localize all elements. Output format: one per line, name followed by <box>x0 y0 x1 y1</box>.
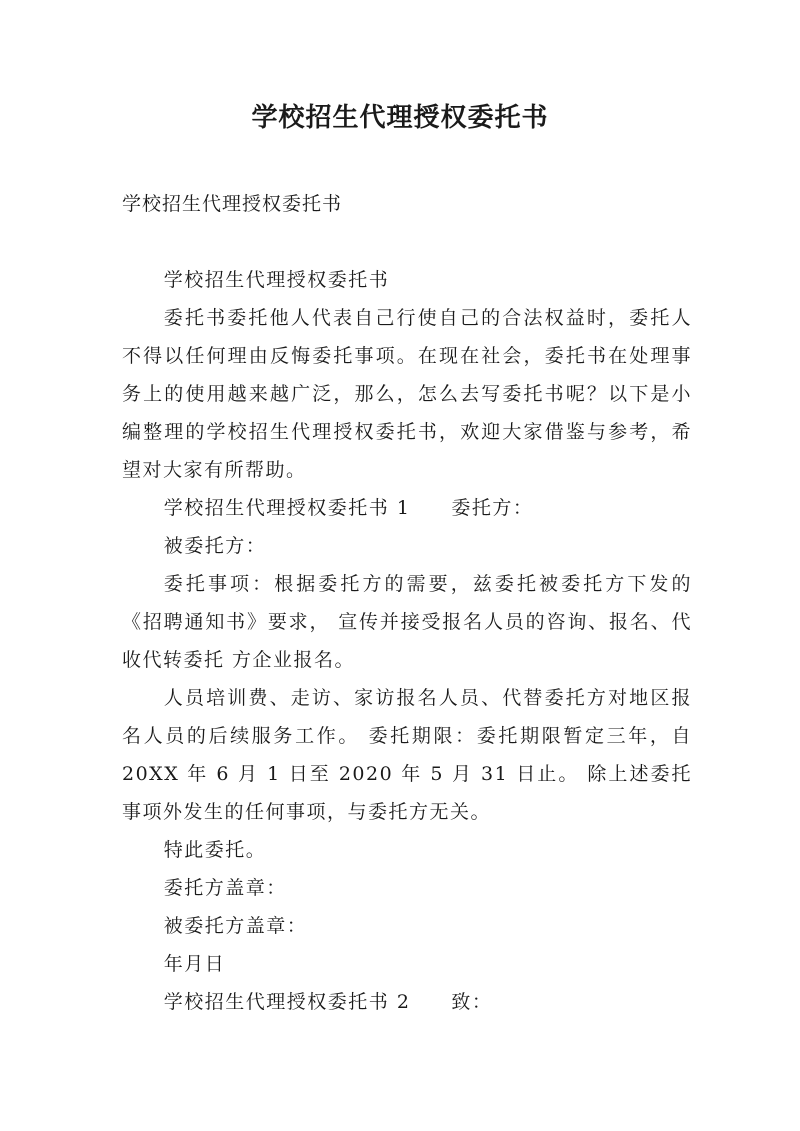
paragraph-closing: 特此委托。 <box>163 839 267 861</box>
paragraph-section-2-heading: 学校招生代理授权委托书 2 致： <box>163 991 493 1013</box>
paragraph-intro: 委托书委托他人代表自己行使自己的合法权益时，委托人不得以任何理由反悔委托事项。在现在社会，委托书在处理事务上的使用越来越广泛，那么，怎么去写委托书呢？以下是小编整理的学校招生代理授权委托书，欢迎大家借鉴与参考，希望对大家有所帮助。 <box>122 307 692 481</box>
paragraph-agent-seal: 被委托方盖章： <box>163 915 308 937</box>
document-body <box>122 261 700 1021</box>
document-subtitle: 学校招生代理授权委托书 <box>122 193 343 215</box>
paragraph-entrusted-matters: 委托事项：根据委托方的需要，兹委托被委托方下发的《招聘通知书》要求， 宣传并接受报名人员的咨询、报名、代收代转委托 方企业报名。 <box>122 573 692 671</box>
paragraph-principal-seal: 委托方盖章： <box>163 877 287 899</box>
document-title: 学校招生代理授权委托书 <box>251 103 549 133</box>
paragraph-section-1-heading: 学校招生代理授权委托书 1 委托方： <box>163 497 534 519</box>
paragraph-period: 人员培训费、走访、家访报名人员、代替委托方对地区报名人员的后续服务工作。 委托期限：委托期限暂定三年，自 20XX 年 6 月 1 日至 2020 年 5 月 31 日止。 除上述委托事项外发生的任何事项，与委托方无关。 <box>122 687 700 823</box>
paragraph-date: 年月日 <box>163 953 226 975</box>
paragraph-entrusted-party: 被委托方： <box>163 535 267 557</box>
paragraph-heading: 学校招生代理授权委托书 <box>163 269 390 291</box>
